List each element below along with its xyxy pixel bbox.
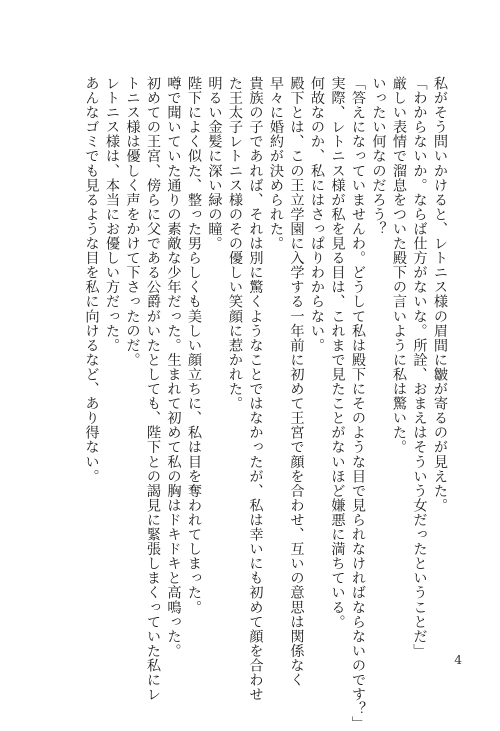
- text-line: いったい何なのだろう？: [370, 76, 387, 237]
- text-line: 殿下とは、この王立学園に入学する一年前に初めて王宮で顔を合わせ、互いの意思は関係なく: [288, 76, 305, 688]
- vertical-text-body: [40, 76, 450, 731]
- text-line: 実際、レトニス様が私を見る目は、これまで見たことがないほど嫌悪に満ちている。: [329, 76, 346, 629]
- text-line: 早々に婚約が決められた。: [268, 76, 284, 251]
- text-line: 厳しい表情で溜息をついた殿下の言いように私は驚いた。: [391, 76, 407, 455]
- page-number: 4: [454, 653, 462, 667]
- text-line: 私がそう問いかけると、レトニス様の眉間に皺が寄るのが見えた。: [432, 76, 448, 513]
- text-line: レトニス様は、本当にお優しい方だった。: [104, 76, 120, 353]
- text-line: 貴族の子であれば、それは別に驚くようなことではなかったが、私は幸いにも初めて顔を合わせ: [247, 76, 264, 702]
- text-line: 初めての王宮、傍らに父である公爵がいたとしても、陛下との謁見に緊張しまくっていた私にレ: [145, 76, 161, 702]
- text-line: トニス様は優しく声をかけて下さったのだ。: [124, 76, 141, 367]
- text-line: た王太子レトニス様のその優しい笑顔に惹かれた。: [227, 76, 243, 411]
- text-line: 陛下によく似た、整った男らしくも美しい顔立ちに、私は目を奪われてしまった。: [186, 76, 202, 615]
- text-line: 何故なのか、私にはさっぱりわからない。: [309, 76, 325, 353]
- text-line: 「わからないか。ならば仕方がないな。所詮、おまえはそういう女だったということだ」: [411, 76, 428, 658]
- text-line: あんなゴミでも見るような目を私に向けるなど、あり得ない。: [83, 76, 100, 484]
- text-line: 噂で聞いていた通りの素敵な少年だった。生まれて初めて私の胸はドキドキと高鳴った。: [165, 76, 182, 658]
- text-line: 明るい金髪に深い緑の瞳。: [206, 76, 223, 251]
- text-line: 「答えになっていませんわ。どうして私は殿下にそのような目で見られなければならないのです？」: [350, 76, 366, 731]
